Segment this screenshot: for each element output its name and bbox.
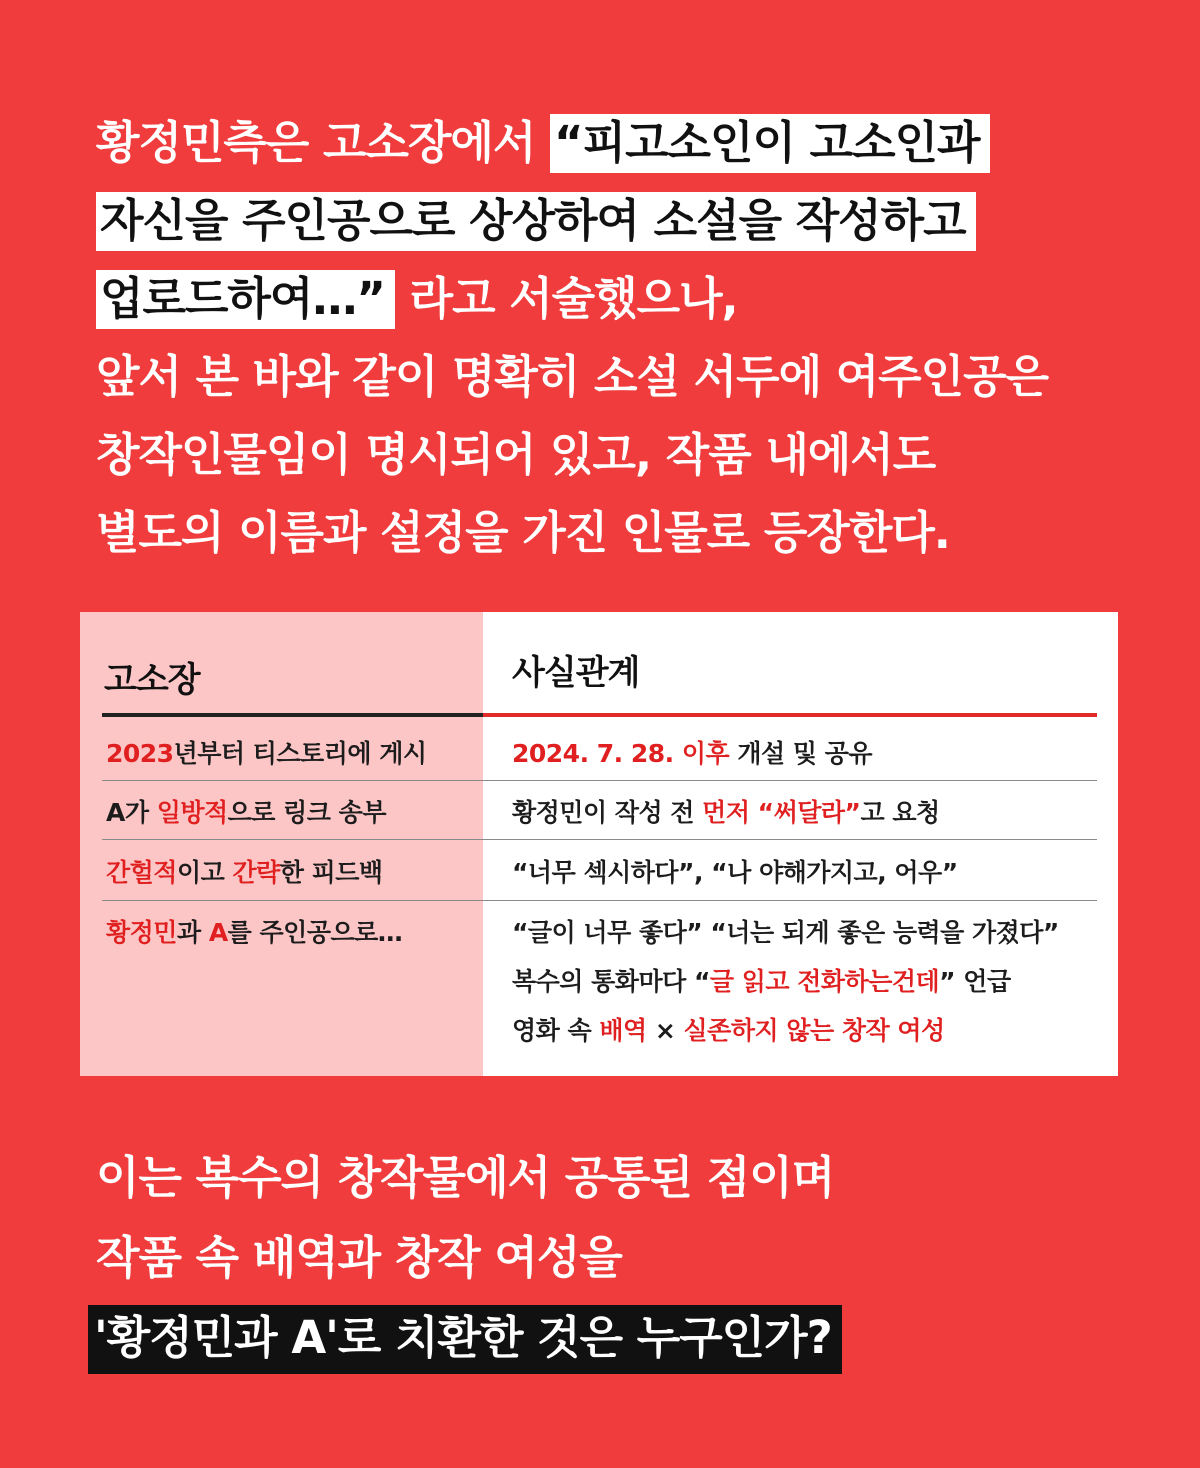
complaint-header-rule (102, 713, 483, 717)
fact-row-5-text-end: ” 언급 (939, 967, 1011, 996)
intro-line-1-text: 황정민측은 고소장에서 (96, 116, 551, 169)
fact-row-6 (512, 1011, 945, 1047)
fact-row-3 (512, 853, 958, 889)
fact-row-5-highlight: 글 읽고 전화하는건데 (709, 967, 940, 996)
row-divider (102, 839, 1097, 840)
complaint-row-1-highlight: 2023 (106, 739, 174, 768)
intro-line-5: 창작인물임이 명시되어 있고, 작품 내에서도 (96, 428, 936, 481)
intro-line-1 (96, 104, 1116, 182)
fact-row-2-text: 황정민이 작성 전 (512, 798, 703, 827)
quote-highlight-2: 자신을 주인공으로 상상하여 소설을 작성하고 (96, 192, 976, 251)
facts-header: 사실관계 (512, 653, 640, 693)
complaint-row-1-text: 년부터 티스토리에 게시 (173, 739, 427, 768)
conclusion-line-2: 작품 속 배역과 창작 여성을 (96, 1231, 622, 1284)
facts-header-rule (483, 713, 1097, 717)
fact-row-2 (512, 793, 940, 829)
conclusion-line-3 (96, 1298, 842, 1378)
intro-line-3-text: 라고 서술했으나, (394, 272, 738, 325)
conclusion-paragraph (96, 1138, 842, 1378)
intro-line-6: 별도의 이름과 설정을 가진 인물로 등장한다. (96, 506, 950, 559)
fact-row-6-highlight: 배역 (599, 1016, 647, 1045)
complaint-row-1 (106, 734, 427, 770)
complaint-row-3-text: 이고 (176, 858, 233, 887)
complaint-row-3-highlight-2: 간략 (232, 858, 280, 887)
intro-line-4: 앞서 본 바와 같이 명확히 소설 서두에 여주인공은 (96, 350, 1049, 403)
complaint-row-3 (106, 853, 383, 889)
conclusion-line-1: 이는 복수의 창작물에서 공통된 점이며 (96, 1151, 835, 1204)
complaint-row-2-text: A가 (106, 798, 157, 827)
intro-line-2 (96, 182, 1116, 260)
row-divider (102, 780, 1097, 781)
fact-row-5-text: 복수의 통화마다 “ (512, 967, 710, 996)
fact-row-6-text: 영화 속 (512, 1016, 600, 1045)
complaint-row-3-text-end: 한 피드백 (279, 858, 383, 887)
quote-highlight-3: 업로드하여…” (96, 270, 395, 329)
fact-row-6-times: × (646, 1016, 684, 1045)
complaint-row-4-text: 과 (176, 918, 209, 947)
fact-row-4-text: “글이 너무 좋다” “너는 되게 좋은 능력을 가졌다” (512, 918, 1059, 947)
complaint-row-3-highlight: 간헐적 (106, 858, 177, 887)
fact-row-1 (512, 734, 872, 770)
complaint-row-4-highlight-2: A (208, 918, 228, 947)
fact-row-1-highlight: 2024. 7. 28. 이후 (512, 739, 730, 768)
complaint-header: 고소장 (104, 660, 200, 700)
intro-paragraph (96, 104, 1116, 572)
quote-highlight-1: “피고소인이 고소인과 (550, 114, 989, 173)
complaint-row-2-highlight: 일방적 (156, 798, 228, 827)
fact-row-4 (512, 913, 1059, 949)
fact-row-5 (512, 962, 1011, 998)
fact-row-3-text: “너무 섹시하다”, “나 야해가지고, 어우” (512, 858, 958, 887)
fact-row-1-text: 개설 및 공유 (729, 739, 873, 768)
fact-row-6-highlight-2: 실존하지 않는 창작 여성 (683, 1016, 945, 1045)
complaint-row-4 (106, 913, 402, 949)
complaint-row-4-highlight: 황정민 (106, 918, 177, 947)
complaint-row-2-text-end: 으로 링크 송부 (227, 798, 386, 827)
complaint-row-2 (106, 793, 386, 829)
fact-row-2-text-end: 고 요청 (860, 798, 940, 827)
row-divider (102, 900, 1097, 901)
question-highlight: '황정민과 A'로 치환한 것은 누구인가? (88, 1305, 842, 1374)
intro-line-3 (96, 260, 1116, 338)
fact-row-2-highlight: 먼저 “써달라” (702, 798, 861, 827)
complaint-row-4-text-end: 를 주인공으로… (227, 918, 403, 947)
